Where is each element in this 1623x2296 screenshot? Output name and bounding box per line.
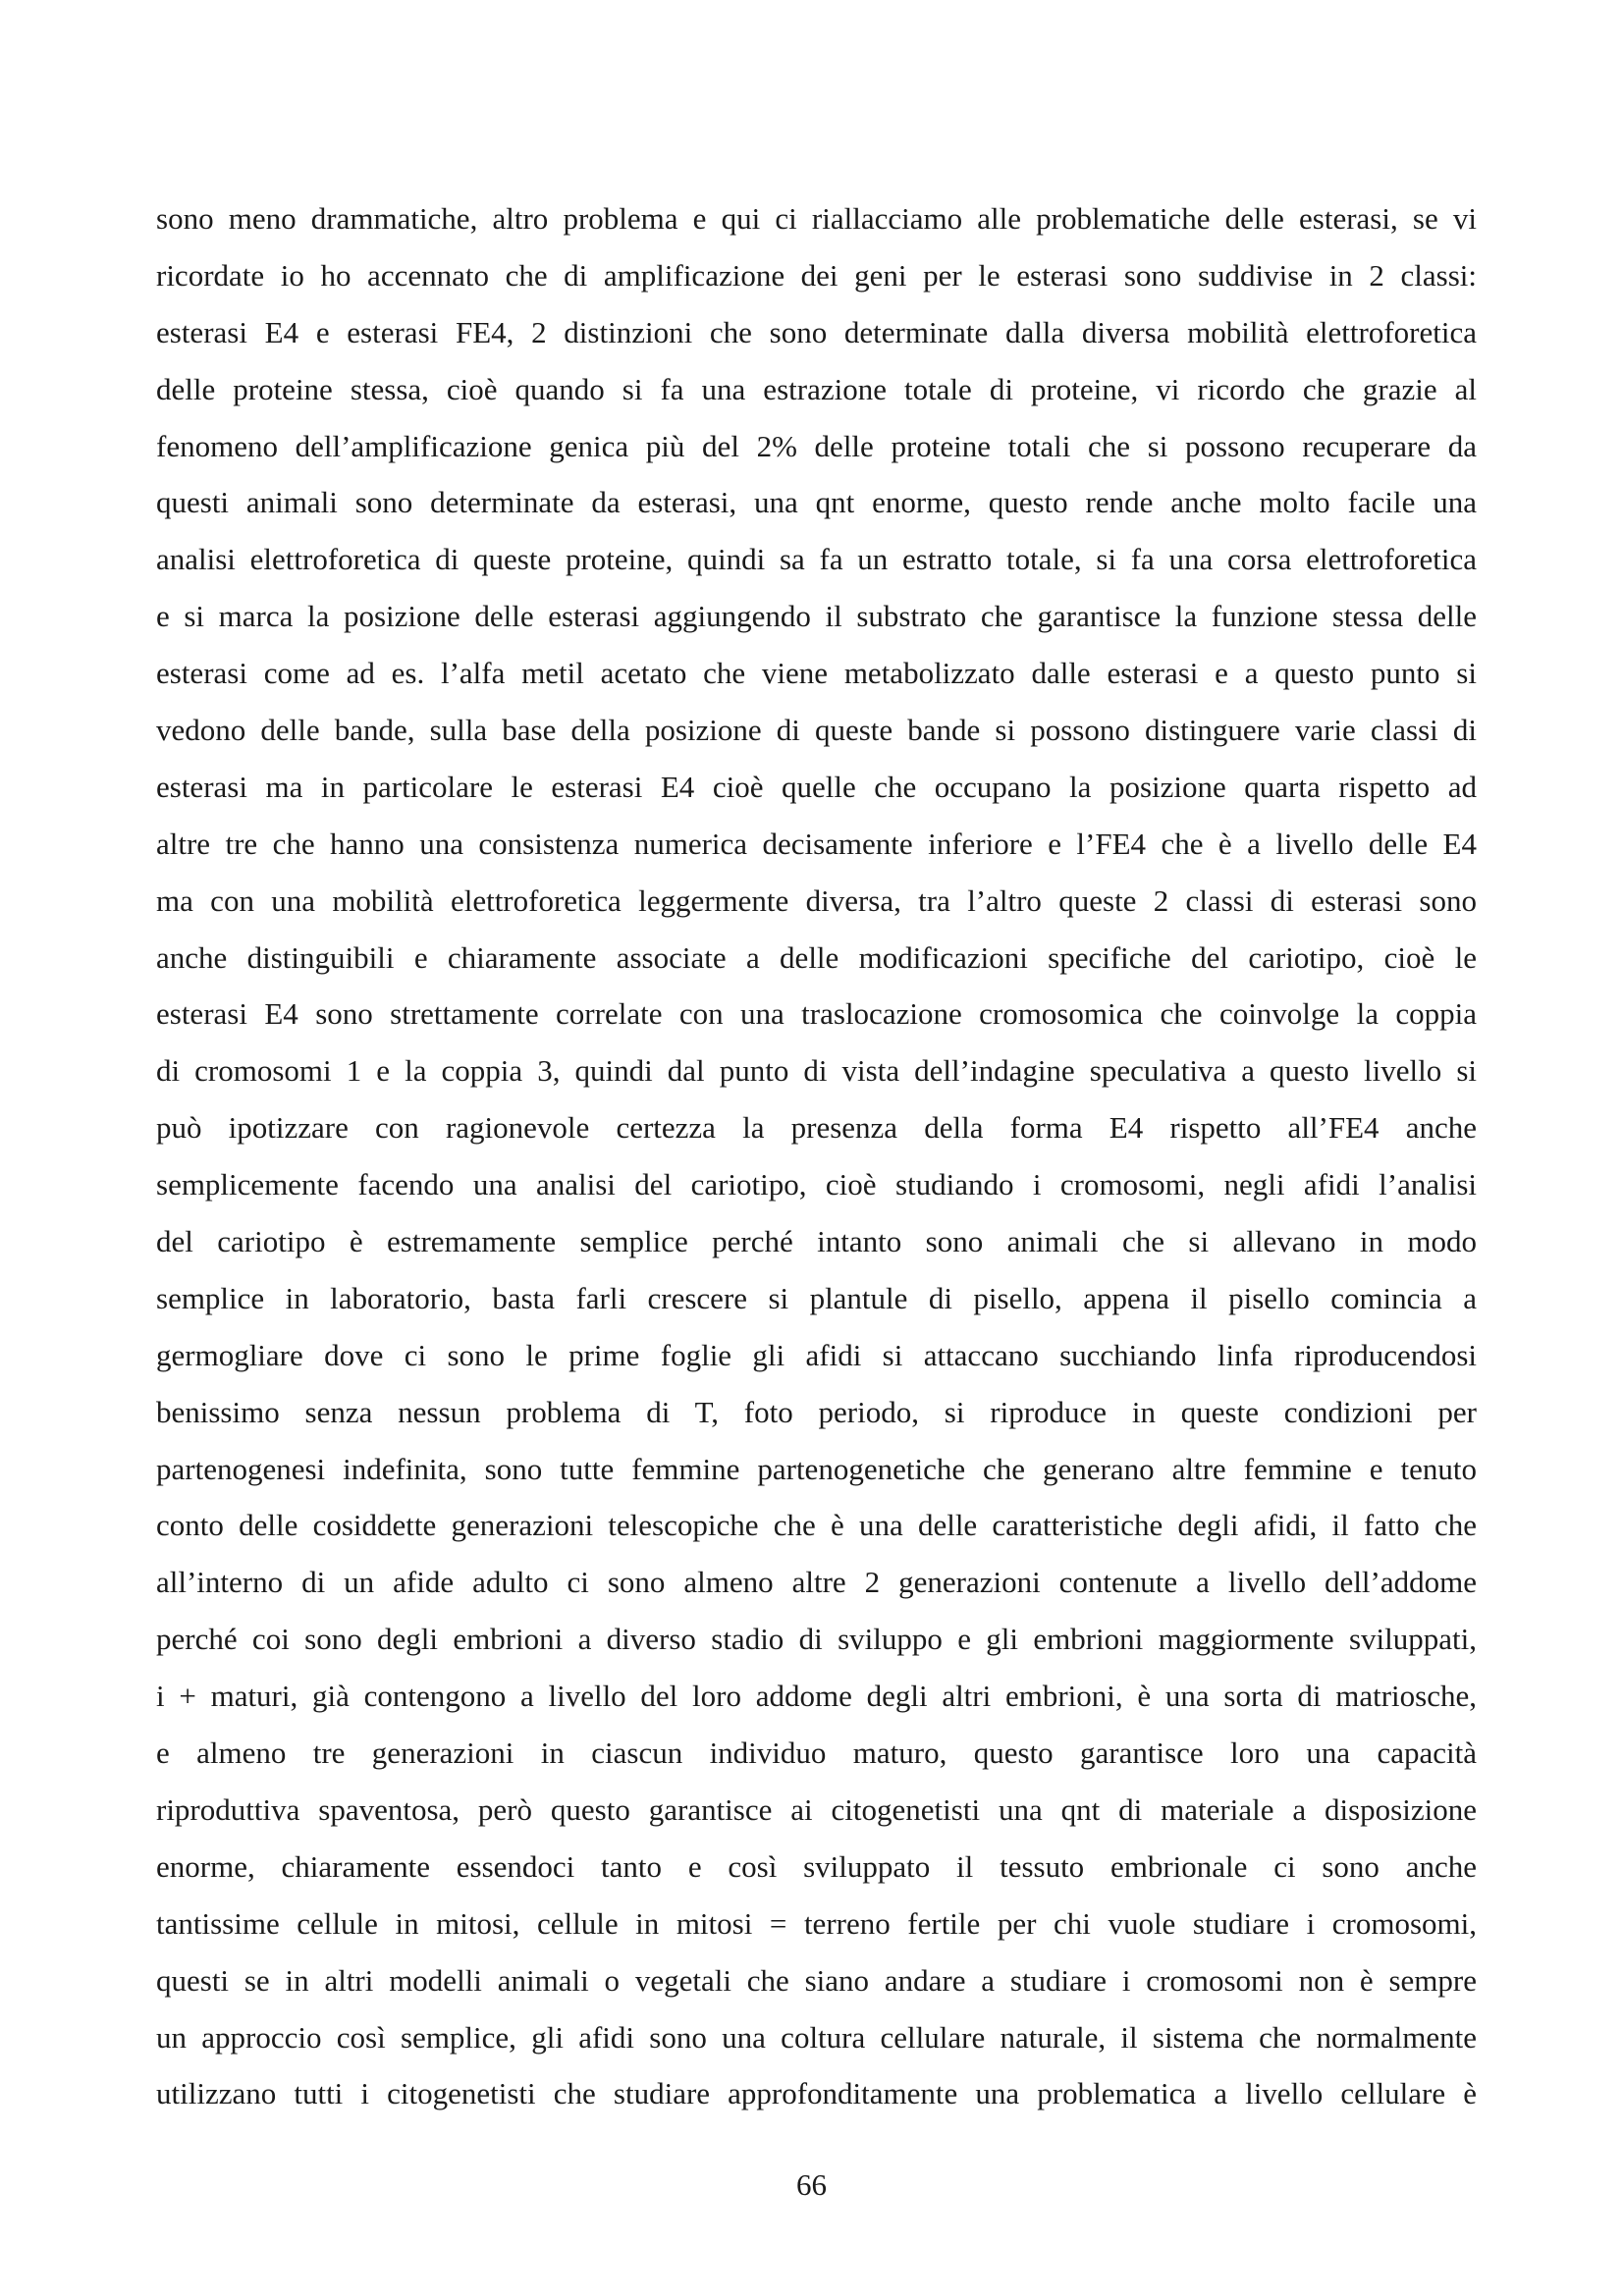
text-line: semplice in laboratorio, basta farli crescere si plantule di pisello, appena il pisello comincia a xyxy=(156,1280,1477,1315)
page-number: 66 xyxy=(796,2167,827,2202)
text-line: esterasi E4 sono strettamente correlate con una traslocazione cromosomica che coinvolge la coppia xyxy=(156,996,1477,1032)
body-text xyxy=(156,190,1477,2122)
text-line: semplicemente facendo una analisi del cariotipo, cioè studiando i cromosomi, negli afidi l’analisi xyxy=(156,1167,1477,1202)
text-line: esterasi ma in particolare le esterasi E4 cioè quelle che occupano la posizione quarta rispetto ad xyxy=(156,769,1477,804)
text-line: enorme, chiaramente essendoci tanto e così sviluppato il tessuto embrionale ci sono anche xyxy=(156,1848,1477,1884)
text-line: delle proteine stessa, cioè quando si fa una estrazione totale di proteine, vi ricordo che grazie al xyxy=(156,371,1477,406)
text-line: un approccio così semplice, gli afidi sono una coltura cellulare naturale, il sistema che normalmente xyxy=(156,2019,1477,2055)
text-line: germogliare dove ci sono le prime foglie gli afidi si attaccano succhiando linfa riproducendosi xyxy=(156,1337,1477,1372)
text-line: altre tre che hanno una consistenza numerica decisamente inferiore e l’FE4 che è a livello delle E4 xyxy=(156,826,1477,861)
text-line: ma con una mobilità elettroforetica leggermente diversa, tra l’altro queste 2 classi di esterasi sono xyxy=(156,882,1477,918)
text-line: all’interno di un afide adulto ci sono almeno altre 2 generazioni contenute a livello dell’addome xyxy=(156,1565,1477,1600)
text-line: vedono delle bande, sulla base della posizione di queste bande si possono distinguere varie classi di xyxy=(156,713,1477,748)
text-line: questi se in altri modelli animali o vegetali che siano andare a studiare i cromosomi non è sempre xyxy=(156,1962,1477,1998)
text-line: fenomeno dell’amplificazione genica più del 2% delle proteine totali che si possono recuperare da xyxy=(156,428,1477,463)
text-line: del cariotipo è estremamente semplice perché intanto sono animali che si allevano in modo xyxy=(156,1224,1477,1259)
text-line: partenogenesi indefinita, sono tutte femmine partenogenetiche che generano altre femmine e tenuto xyxy=(156,1451,1477,1486)
text-line: tantissime cellule in mitosi, cellule in mitosi = terreno fertile per chi vuole studiare i cromosomi, xyxy=(156,1905,1477,1941)
text-line: benissimo senza nessun problema di T, foto periodo, si riproduce in queste condizioni per xyxy=(156,1394,1477,1429)
text-line: esterasi come ad es. l’alfa metil acetato che viene metabolizzato dalle esterasi e a questo punto si xyxy=(156,656,1477,691)
text-line: utilizzano tutti i citogenetisti che studiare approfonditamente una problematica a livello cellulare è xyxy=(156,2076,1477,2111)
text-line: conto delle cosiddette generazioni telescopiche che è una delle caratteristiche degli afidi, il fatto che xyxy=(156,1508,1477,1543)
text-line: perché coi sono degli embrioni a diverso stadio di sviluppo e gli embrioni maggiormente sviluppati, xyxy=(156,1622,1477,1657)
text-line: analisi elettroforetica di queste proteine, quindi sa fa un estratto totale, si fa una corsa elettroforetica xyxy=(156,542,1477,577)
text-line: e almeno tre generazioni in ciascun individuo maturo, questo garantisce loro una capacità xyxy=(156,1735,1477,1771)
text-line: sono meno drammatiche, altro problema e qui ci riallacciamo alle problematiche delle esterasi, se vi xyxy=(156,201,1477,236)
text-line: questi animali sono determinate da esterasi, una qnt enorme, questo rende anche molto facile una xyxy=(156,485,1477,520)
text-line: anche distinguibili e chiaramente associate a delle modificazioni specifiche del cariotipo, cioè le xyxy=(156,939,1477,975)
text-line: può ipotizzare con ragionevole certezza la presenza della forma E4 rispetto all’FE4 anche xyxy=(156,1110,1477,1146)
text-line: ricordate io ho accennato che di amplificazione dei geni per le esterasi sono suddivise in 2 classi: xyxy=(156,257,1477,293)
text-line: riproduttiva spaventosa, però questo garantisce ai citogenetisti una qnt di materiale a disposizione xyxy=(156,1791,1477,1827)
text-line: e si marca la posizione delle esterasi aggiungendo il substrato che garantisce la funzione stessa delle xyxy=(156,599,1477,634)
text-line: di cromosomi 1 e la coppia 3, quindi dal punto di vista dell’indagine speculativa a questo livello si xyxy=(156,1053,1477,1089)
text-line: i + maturi, già contengono a livello del loro addome degli altri embrioni, è una sorta di matriosche, xyxy=(156,1679,1477,1714)
text-line: esterasi E4 e esterasi FE4, 2 distinzioni che sono determinate dalla diversa mobilità elettroforetica xyxy=(156,314,1477,349)
